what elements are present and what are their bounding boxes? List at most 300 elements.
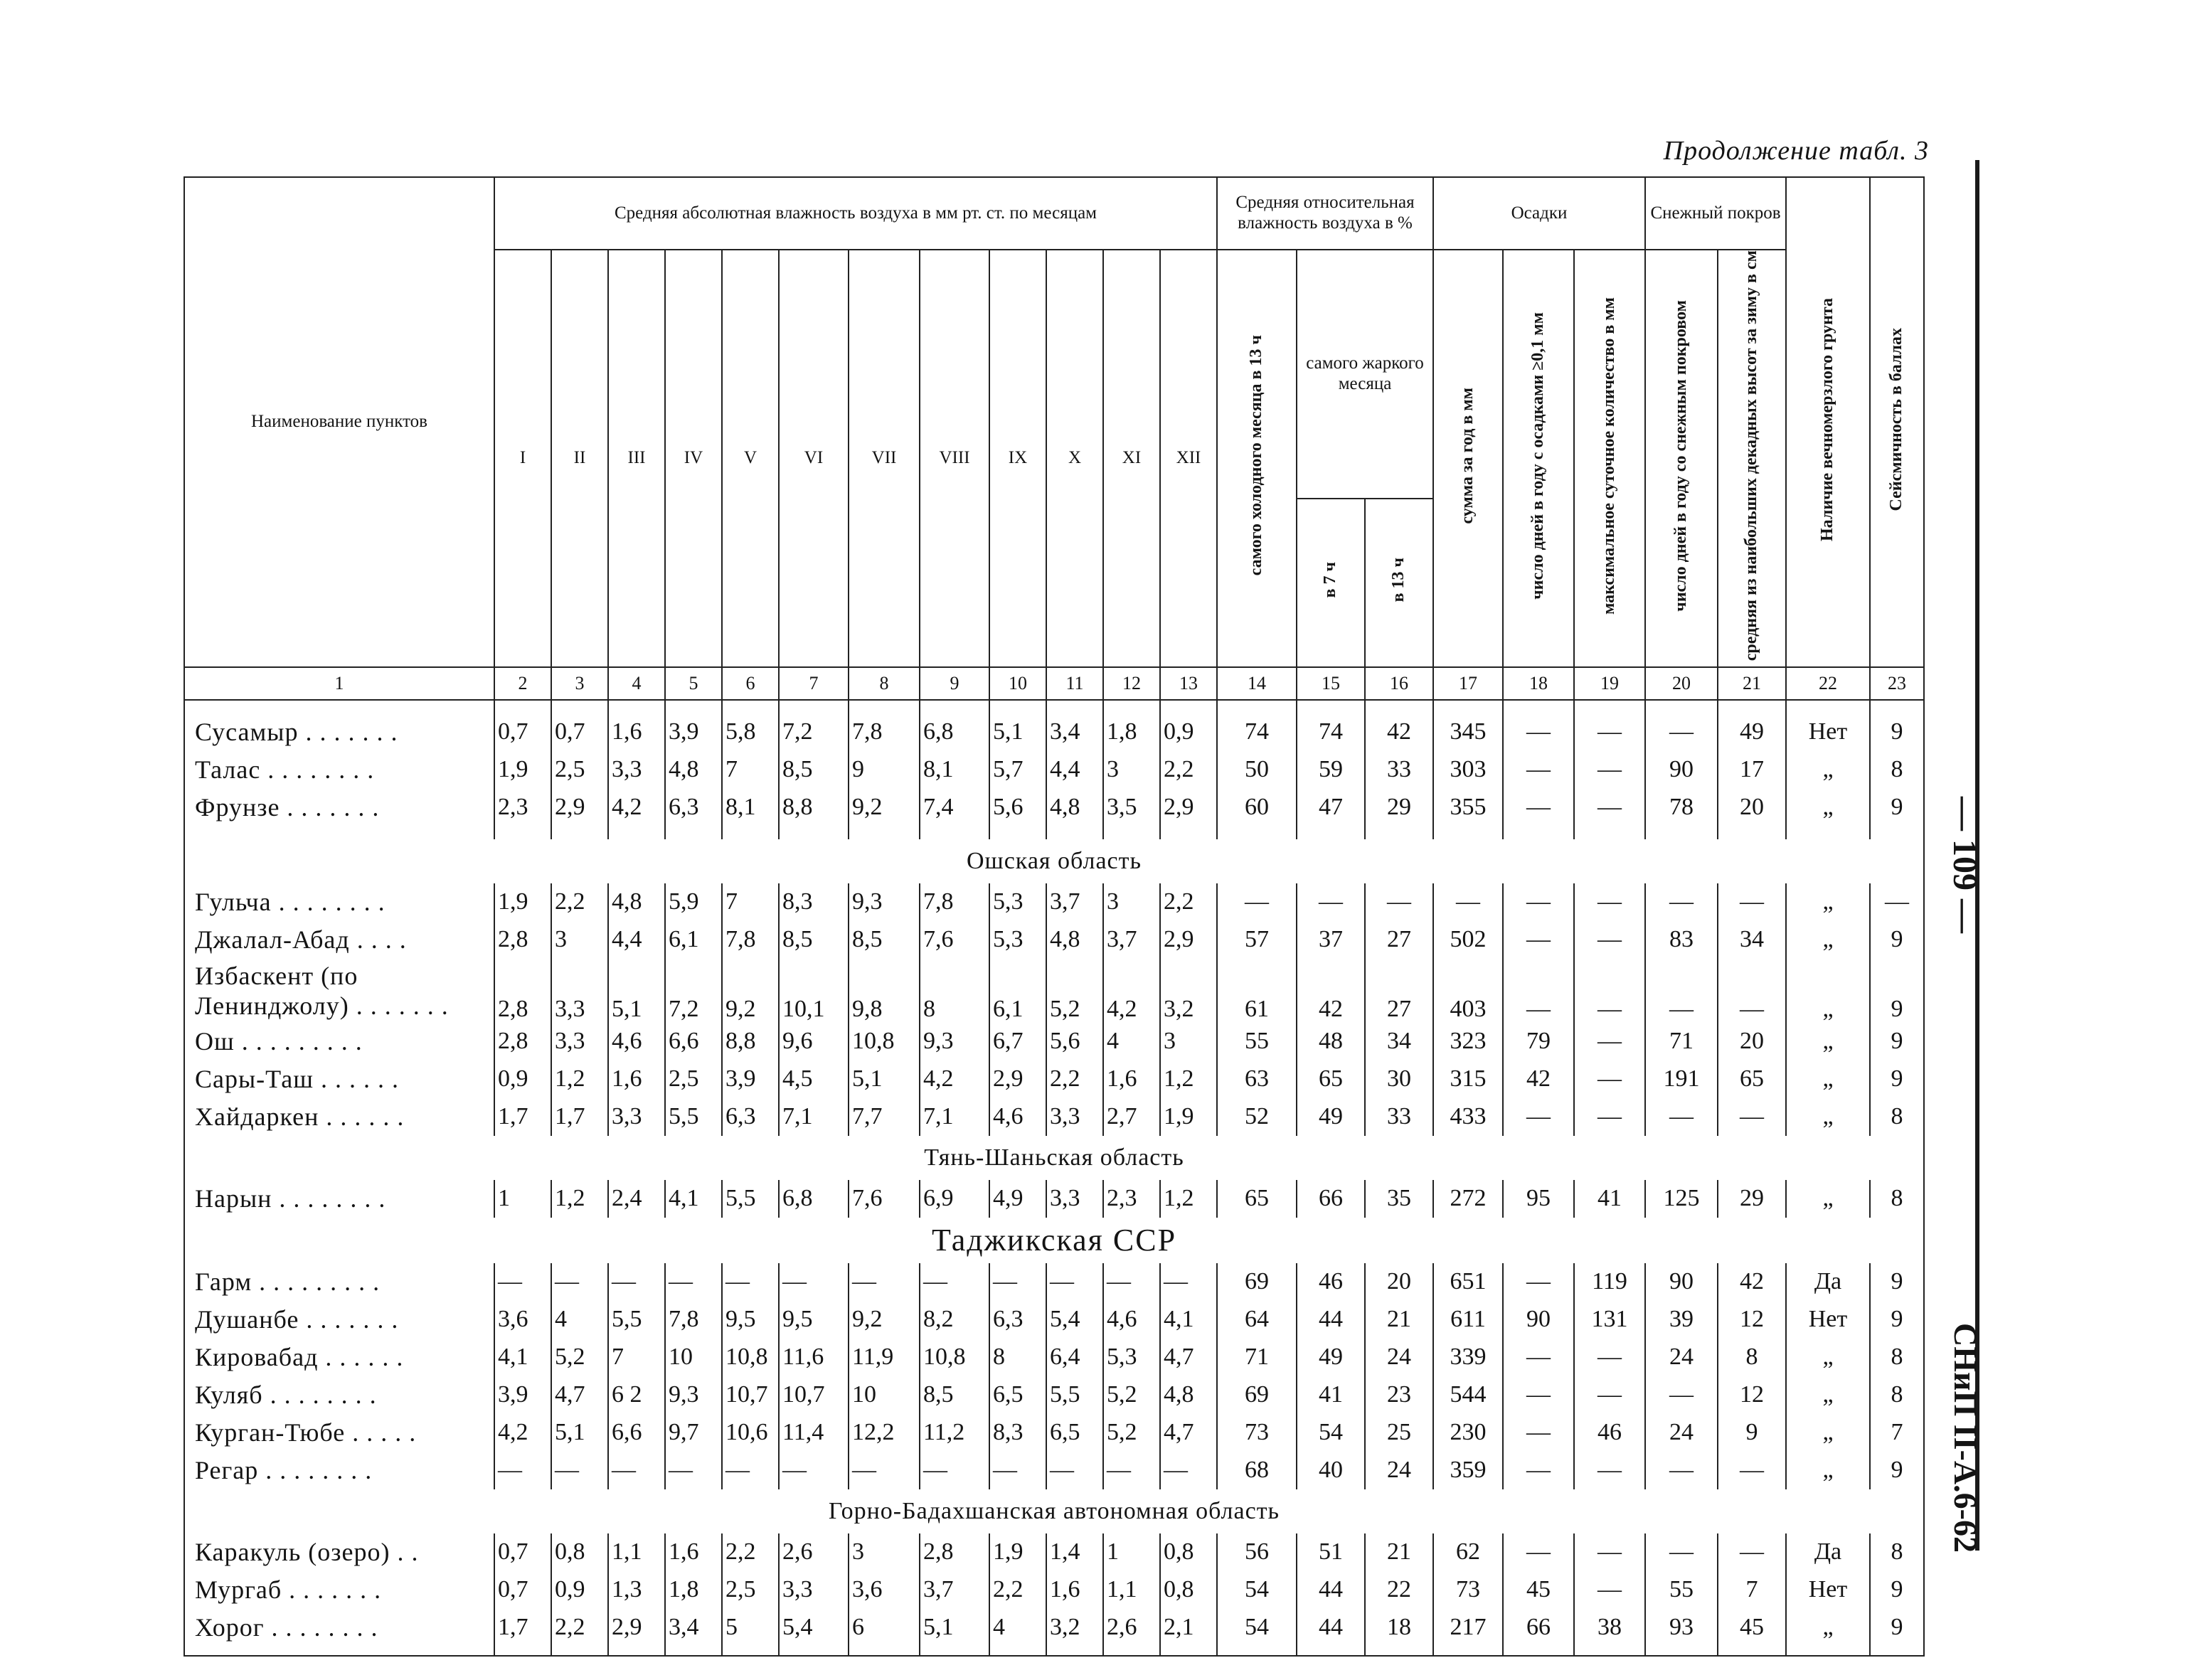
table-cell: 71 (1217, 1339, 1297, 1376)
table-row (184, 1180, 1924, 1218)
table-cell: 49 (1297, 1339, 1365, 1376)
table-cell: 4,2 (608, 789, 665, 826)
table-cell: 1,7 (494, 1609, 551, 1647)
column-number: 20 (1645, 667, 1718, 700)
station-name: Гульча . . . . . . . . (184, 883, 494, 921)
table-cell: 56 (1217, 1533, 1297, 1571)
table-cell: „ (1786, 1023, 1870, 1060)
table-cell: 35 (1365, 1180, 1433, 1218)
table-cell: 3,3 (551, 1023, 608, 1060)
table-row (184, 1023, 1924, 1060)
table-cell: 8,8 (779, 789, 849, 826)
station-name: Хайдаркен . . . . . . (184, 1098, 494, 1136)
column-number: 9 (920, 667, 989, 700)
table-cell: 50 (1217, 751, 1297, 789)
table-cell: 3,3 (1046, 1180, 1103, 1218)
table-cell: 7,8 (665, 1301, 722, 1339)
table-cell: 8,3 (989, 1414, 1046, 1452)
table-cell: 66 (1503, 1609, 1574, 1647)
station-name: Куляб . . . . . . . . (184, 1376, 494, 1414)
column-number: 3 (551, 667, 608, 700)
table-cell: — (1297, 883, 1365, 921)
table-cell: 7 (722, 883, 779, 921)
header-hottest-month: самого жаркого месяца (1297, 250, 1433, 499)
table-cell: — (1718, 1533, 1786, 1571)
table-cell: 3 (1160, 1023, 1217, 1060)
table-cell: 315 (1433, 1060, 1503, 1098)
table-cell: 1,6 (1103, 1060, 1160, 1098)
table-cell: 66 (1297, 1180, 1365, 1218)
table-cell: 4,2 (494, 1414, 551, 1452)
table-cell: 79 (1503, 1023, 1574, 1060)
table-cell: 10,1 (779, 959, 849, 1023)
table-cell: — (494, 1452, 551, 1489)
table-cell: 303 (1433, 751, 1503, 789)
table-cell: 2,4 (608, 1180, 665, 1218)
table-cell: — (1718, 1452, 1786, 1489)
station-name: Курган-Тюбе . . . . . (184, 1414, 494, 1452)
column-number: 7 (779, 667, 849, 700)
station-name: Каракуль (озеро) . . (184, 1533, 494, 1571)
table-cell: 2,8 (920, 1533, 989, 1571)
table-cell: 4,5 (779, 1060, 849, 1098)
table-cell: 359 (1433, 1452, 1503, 1489)
table-cell: 83 (1645, 921, 1718, 959)
table-cell: — (1574, 1023, 1645, 1060)
table-cell: 5 (722, 1609, 779, 1647)
table-cell: — (1574, 1452, 1645, 1489)
month-header: I (494, 250, 551, 667)
station-name: Фрунзе . . . . . . . (184, 789, 494, 826)
station-name: Джалал-Абад . . . . (184, 921, 494, 959)
table-cell: — (722, 1263, 779, 1301)
table-cell: 9 (1870, 921, 1924, 959)
table-cell: 3,4 (1046, 713, 1103, 751)
table-cell: Нет (1786, 1571, 1870, 1609)
table-cell: 5,5 (1046, 1376, 1103, 1414)
table-cell: 4,4 (1046, 751, 1103, 789)
table-cell: 1,2 (551, 1060, 608, 1098)
table-cell: 1,6 (608, 713, 665, 751)
table-cell: 40 (1297, 1452, 1365, 1489)
table-cell: 46 (1574, 1414, 1645, 1452)
table-cell: 2,6 (779, 1533, 849, 1571)
table-cell: 10,8 (722, 1339, 779, 1376)
table-cell: 0,9 (494, 1060, 551, 1098)
table-cell: „ (1786, 1060, 1870, 1098)
table-cell: — (1103, 1452, 1160, 1489)
table-cell: 4,6 (608, 1023, 665, 1060)
table-cell: 60 (1217, 789, 1297, 826)
table-row (184, 1452, 1924, 1489)
header-permafrost: Наличие вечномерзлого грунта (1786, 177, 1870, 667)
table-cell: 54 (1217, 1571, 1297, 1609)
table-cell: 20 (1718, 789, 1786, 826)
table-cell: 9,3 (665, 1376, 722, 1414)
month-header: IV (665, 250, 722, 667)
table-cell: 3 (551, 921, 608, 959)
column-number: 18 (1503, 667, 1574, 700)
table-cell: — (551, 1263, 608, 1301)
column-number: 14 (1217, 667, 1297, 700)
table-cell: 9 (1870, 1452, 1924, 1489)
table-cell: 1,6 (608, 1060, 665, 1098)
table-cell: — (1503, 1098, 1574, 1136)
table-cell: 2,8 (494, 1023, 551, 1060)
table-cell: 25 (1365, 1414, 1433, 1452)
table-cell: 27 (1365, 959, 1433, 1023)
table-cell: 33 (1365, 1098, 1433, 1136)
table-cell: 502 (1433, 921, 1503, 959)
table-cell: 125 (1645, 1180, 1718, 1218)
table-cell: 4,8 (608, 883, 665, 921)
table-cell: 544 (1433, 1376, 1503, 1414)
table-cell: 42 (1365, 713, 1433, 751)
column-number: 5 (665, 667, 722, 700)
table-cell: 34 (1718, 921, 1786, 959)
table-cell: 2,9 (989, 1060, 1046, 1098)
table-cell: 24 (1365, 1339, 1433, 1376)
table-cell: — (1503, 789, 1574, 826)
table-cell: — (779, 1263, 849, 1301)
table-cell: 7 (608, 1339, 665, 1376)
table-cell: 4,2 (920, 1060, 989, 1098)
table-cell: 55 (1645, 1571, 1718, 1609)
table-cell: 5,9 (665, 883, 722, 921)
table-cell: 6,4 (1046, 1339, 1103, 1376)
table-cell: 9,5 (779, 1301, 849, 1339)
table-cell: 8,5 (920, 1376, 989, 1414)
table-cell: „ (1786, 1414, 1870, 1452)
table-cell: 1,1 (608, 1533, 665, 1571)
table-cell: 11,2 (920, 1414, 989, 1452)
table-cell: 4,8 (1046, 921, 1103, 959)
table-cell: 5,4 (779, 1609, 849, 1647)
table-row (184, 1060, 1924, 1098)
table-cell: 61 (1217, 959, 1297, 1023)
table-cell: 2,2 (1160, 751, 1217, 789)
column-number: 16 (1365, 667, 1433, 700)
table-cell: 1,7 (551, 1098, 608, 1136)
month-header: XII (1160, 250, 1217, 667)
column-number: 4 (608, 667, 665, 700)
table-cell: 62 (1433, 1533, 1503, 1571)
table-cell: — (1574, 959, 1645, 1023)
table-cell: 21 (1365, 1533, 1433, 1571)
table-cell: 3 (1103, 751, 1160, 789)
table-cell: 8,1 (920, 751, 989, 789)
table-cell: 272 (1433, 1180, 1503, 1218)
header-snow-height: средняя из наибольших декадных высот за зиму в см (1718, 250, 1786, 667)
table-cell: 7,4 (920, 789, 989, 826)
table-cell: 7,7 (849, 1098, 920, 1136)
table-cell: 7,8 (722, 921, 779, 959)
table-cell: 2,5 (665, 1060, 722, 1098)
table-cell: 5,2 (1046, 959, 1103, 1023)
table-cell: 3,5 (1103, 789, 1160, 826)
station-name: Нарын . . . . . . . . (184, 1180, 494, 1218)
table-cell: 10,7 (722, 1376, 779, 1414)
table-cell: 5,3 (989, 921, 1046, 959)
table-cell: 74 (1297, 713, 1365, 751)
table-cell: — (1645, 713, 1718, 751)
table-row (184, 1301, 1924, 1339)
table-cell: 191 (1645, 1060, 1718, 1098)
table-cell: — (1574, 789, 1645, 826)
column-number: 15 (1297, 667, 1365, 700)
table-cell: 45 (1718, 1609, 1786, 1647)
table-cell: 5,5 (665, 1098, 722, 1136)
continuation-label: Продолжение табл. 3 (1663, 136, 1929, 166)
column-number: 10 (989, 667, 1046, 700)
table-cell: 8 (1870, 1180, 1924, 1218)
table-cell: 230 (1433, 1414, 1503, 1452)
table-cell: 3,7 (1103, 921, 1160, 959)
table-cell: „ (1786, 751, 1870, 789)
header-snow-cover: Снежный покров (1645, 177, 1786, 250)
table-cell: 41 (1297, 1376, 1365, 1414)
table-cell: 3,3 (779, 1571, 849, 1609)
column-number: 17 (1433, 667, 1503, 700)
station-name: Гарм . . . . . . . . . (184, 1263, 494, 1301)
table-cell: 4,7 (1160, 1414, 1217, 1452)
table-cell: 4,2 (1103, 959, 1160, 1023)
table-cell: 8,5 (779, 751, 849, 789)
table-cell: 68 (1217, 1452, 1297, 1489)
table-cell: — (1574, 883, 1645, 921)
table-cell: — (1574, 751, 1645, 789)
table-cell: 11,6 (779, 1339, 849, 1376)
table-cell: 42 (1297, 959, 1365, 1023)
table-cell: 47 (1297, 789, 1365, 826)
table-cell: — (1574, 1339, 1645, 1376)
table-cell: 3 (849, 1533, 920, 1571)
table-cell: 4,8 (665, 751, 722, 789)
table-cell: 24 (1645, 1339, 1718, 1376)
table-cell: — (920, 1263, 989, 1301)
table-cell: 9,6 (779, 1023, 849, 1060)
table-cell: — (1503, 921, 1574, 959)
table-cell: 0,7 (494, 1533, 551, 1571)
column-number: 1 (184, 667, 494, 700)
table-cell: 8 (1870, 1339, 1924, 1376)
table-cell: 57 (1217, 921, 1297, 959)
table-cell: 7,2 (779, 713, 849, 751)
table-cell: 5,7 (989, 751, 1046, 789)
table-cell: 1,7 (494, 1098, 551, 1136)
table-cell: 23 (1365, 1376, 1433, 1414)
table-cell: 42 (1718, 1263, 1786, 1301)
table-cell: 4,7 (551, 1376, 608, 1414)
table-cell: 4 (989, 1609, 1046, 1647)
table-cell: 1,9 (494, 751, 551, 789)
table-row (184, 883, 1924, 921)
table-cell: 2,9 (1160, 789, 1217, 826)
table-cell: 0,9 (1160, 713, 1217, 751)
table-cell: 4,8 (1160, 1376, 1217, 1414)
table-cell: 2,8 (494, 921, 551, 959)
table-cell: 6,6 (665, 1023, 722, 1060)
table-cell: 1,2 (1160, 1180, 1217, 1218)
month-header: III (608, 250, 665, 667)
table-cell: — (665, 1452, 722, 1489)
station-name: Душанбе . . . . . . . (184, 1301, 494, 1339)
table-cell: 5,2 (1103, 1376, 1160, 1414)
table-cell: 7,1 (779, 1098, 849, 1136)
table-cell: 78 (1645, 789, 1718, 826)
table-cell: — (608, 1452, 665, 1489)
table-cell: „ (1786, 1452, 1870, 1489)
table-cell: 93 (1645, 1609, 1718, 1647)
table-cell: 8,1 (722, 789, 779, 826)
table-cell: 2,2 (551, 883, 608, 921)
table-cell: 49 (1718, 713, 1786, 751)
table-cell: — (989, 1263, 1046, 1301)
table-cell: 651 (1433, 1263, 1503, 1301)
table-cell: 69 (1217, 1263, 1297, 1301)
table-cell: 7,6 (849, 1180, 920, 1218)
column-number: 22 (1786, 667, 1870, 700)
table-cell: — (920, 1452, 989, 1489)
table-cell: 2,9 (1160, 921, 1217, 959)
table-cell: 217 (1433, 1609, 1503, 1647)
table-cell: 2,2 (551, 1609, 608, 1647)
table-cell: 4,1 (494, 1339, 551, 1376)
header-at-13: в 13 ч (1365, 499, 1433, 667)
table-row (184, 1098, 1924, 1136)
table-cell: 9,2 (849, 1301, 920, 1339)
table-cell: Да (1786, 1533, 1870, 1571)
table-cell: 41 (1574, 1180, 1645, 1218)
table-cell: „ (1786, 789, 1870, 826)
table-cell: 345 (1433, 713, 1503, 751)
table-cell: 6,3 (989, 1301, 1046, 1339)
table-cell: 7,2 (665, 959, 722, 1023)
header-precipitation: Осадки (1433, 177, 1645, 250)
table-cell: — (779, 1452, 849, 1489)
table-cell: — (722, 1452, 779, 1489)
table-cell: 3,4 (665, 1609, 722, 1647)
table-cell: 0,7 (494, 1571, 551, 1609)
table-cell: 8 (1870, 1533, 1924, 1571)
table-cell: 6,1 (665, 921, 722, 959)
table-cell: 2,9 (551, 789, 608, 826)
table-cell: 2,7 (1103, 1098, 1160, 1136)
table-cell: 2,3 (1103, 1180, 1160, 1218)
table-cell: — (1718, 883, 1786, 921)
table-cell: 6,1 (989, 959, 1046, 1023)
table-cell: 5,2 (551, 1339, 608, 1376)
climate-table (184, 176, 1925, 1657)
table-cell: 9,3 (920, 1023, 989, 1060)
table-cell: 45 (1503, 1571, 1574, 1609)
table-cell: 69 (1217, 1376, 1297, 1414)
table-cell: 2,9 (608, 1609, 665, 1647)
header-precip-days: число дней в году с осадками ≥0,1 мм (1503, 250, 1574, 667)
table-cell: 131 (1574, 1301, 1645, 1339)
table-cell: — (1645, 1533, 1718, 1571)
table-cell: 9 (1870, 789, 1924, 826)
table-row (184, 959, 1924, 1023)
table-cell: 74 (1217, 713, 1297, 751)
table-cell: — (849, 1452, 920, 1489)
table-cell: 5,3 (1103, 1339, 1160, 1376)
table-cell: — (608, 1263, 665, 1301)
table-cell: — (1870, 883, 1924, 921)
table-cell: 9 (1718, 1414, 1786, 1452)
table-cell: 7 (1718, 1571, 1786, 1609)
table-cell: 5,1 (608, 959, 665, 1023)
table-row (184, 1533, 1924, 1571)
table-cell: 0,9 (551, 1571, 608, 1609)
table-cell: 8 (1718, 1339, 1786, 1376)
table-cell: 7,8 (849, 713, 920, 751)
table-cell: Нет (1786, 713, 1870, 751)
table-cell: 3,2 (1160, 959, 1217, 1023)
table-cell: 22 (1365, 1571, 1433, 1609)
table-cell: „ (1786, 1339, 1870, 1376)
table-cell: 0,8 (551, 1533, 608, 1571)
table-cell: 2,2 (1046, 1060, 1103, 1098)
table-cell: 1,9 (989, 1533, 1046, 1571)
table-cell: 6,9 (920, 1180, 989, 1218)
table-cell: 5,1 (989, 713, 1046, 751)
table-cell: — (1645, 1098, 1718, 1136)
table-cell: 71 (1645, 1023, 1718, 1060)
table-cell: 9 (1870, 959, 1924, 1023)
month-header: II (551, 250, 608, 667)
table-cell: 1,4 (1046, 1533, 1103, 1571)
station-name: Кировабад . . . . . . (184, 1339, 494, 1376)
table-cell: 2,6 (1103, 1609, 1160, 1647)
table-cell: 8 (1870, 751, 1924, 789)
table-cell: 8,8 (722, 1023, 779, 1060)
table-cell: 2,2 (722, 1533, 779, 1571)
table-cell: 9 (1870, 713, 1924, 751)
table-cell: 44 (1297, 1609, 1365, 1647)
table-cell: 3,7 (1046, 883, 1103, 921)
table-cell: 2,1 (1160, 1609, 1217, 1647)
table-cell: 4,6 (989, 1098, 1046, 1136)
table-cell: „ (1786, 921, 1870, 959)
header-rel-humidity: Средняя относительная влажность воздуха в % (1217, 177, 1433, 250)
table-cell: 6,5 (1046, 1414, 1103, 1452)
header-name-col: Наименование пунктов (184, 177, 494, 667)
station-name: Сары-Таш . . . . . . (184, 1060, 494, 1098)
table-cell: „ (1786, 1376, 1870, 1414)
table-cell: 5,6 (1046, 1023, 1103, 1060)
table-cell: 6,7 (989, 1023, 1046, 1060)
table-cell: 54 (1217, 1609, 1297, 1647)
table-cell: 5,1 (551, 1414, 608, 1452)
table-cell: 4,1 (1160, 1301, 1217, 1339)
table-cell: 30 (1365, 1060, 1433, 1098)
table-cell: 3,6 (494, 1301, 551, 1339)
table-cell: 64 (1217, 1301, 1297, 1339)
table-cell: 20 (1718, 1023, 1786, 1060)
table-cell: 54 (1297, 1414, 1365, 1452)
table-cell: — (1645, 883, 1718, 921)
table-cell: — (1574, 1376, 1645, 1414)
table-cell: 1,9 (494, 883, 551, 921)
month-header: IX (989, 250, 1046, 667)
table-cell: 0,8 (1160, 1533, 1217, 1571)
column-number: 19 (1574, 667, 1645, 700)
table-cell: 1,8 (665, 1571, 722, 1609)
table-cell: 4,4 (608, 921, 665, 959)
table-cell: 73 (1217, 1414, 1297, 1452)
table-cell: 24 (1645, 1414, 1718, 1452)
